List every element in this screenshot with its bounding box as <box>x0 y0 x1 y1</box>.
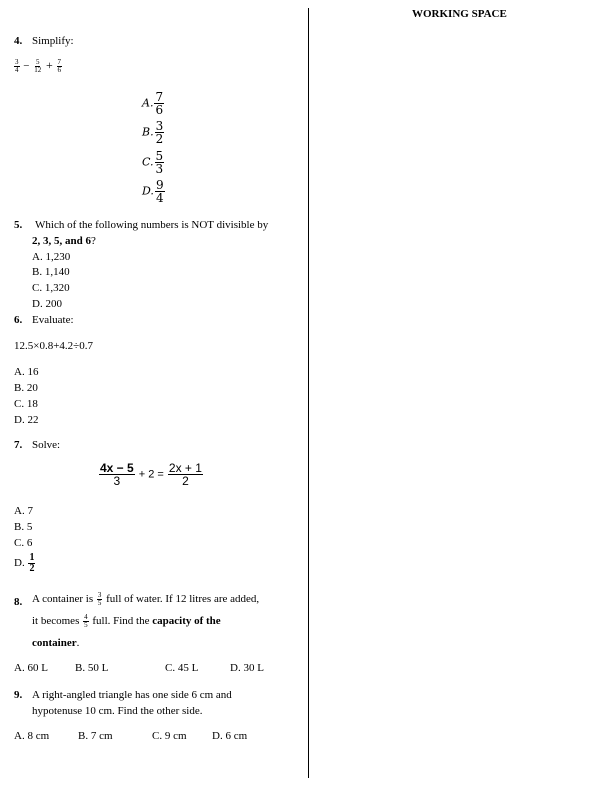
q8-number: 8. <box>14 596 23 608</box>
q7-option-c: C. 6 <box>14 537 33 549</box>
q9-line2: hypotenuse 10 cm. Find the other side. <box>32 705 203 717</box>
q8-line3: container. <box>32 637 80 649</box>
q7-option-b: B. 5 <box>14 521 33 533</box>
q8-line1: A container is $\frac{3}{5}$ full of water. If 12 litres are added, <box>32 591 260 607</box>
q7-prompt: Solve: <box>32 439 61 451</box>
q4-option-a: A. $\frac{7}{6}$ <box>142 90 164 117</box>
q4-expression: $\frac{3}{4}$ − $\frac{5}{12}$ + $\frac{7}{6}$ <box>15 57 61 74</box>
q9-option-a: A. 8 cm <box>14 730 50 742</box>
q5-option-b: B. 1,140 <box>32 266 70 278</box>
q5-option-d: D. 200 <box>32 298 62 310</box>
q9-option-d: D. 6 cm <box>212 730 248 742</box>
q7-option-a: A. 7 <box>14 505 33 517</box>
q8-line2: it becomes $\frac{4}{5}$ full. Find the capacity of the <box>32 613 221 629</box>
q6-option-d: D. 22 <box>14 414 39 426</box>
q6-prompt: Evaluate: <box>32 314 74 326</box>
q6-option-c: C. 18 <box>14 398 38 410</box>
q5-prompt-line2: 2, 3, 5, and 6? <box>32 235 96 247</box>
q6-option-a: A. 16 <box>14 366 39 378</box>
q4-option-d: D. $\frac{9}{4}$ <box>142 178 164 205</box>
q6-option-b: B. 20 <box>14 382 38 394</box>
q4-number: 4. <box>14 35 23 47</box>
q6-number: 6. <box>14 314 23 326</box>
q7-number: 7. <box>14 439 23 451</box>
q9-option-b: B. 7 cm <box>78 730 113 742</box>
q7-equation: $\frac{4x - 5}{3}$ + 2 = $\frac{2x + 1}{2}$ <box>100 461 202 488</box>
column-divider <box>308 8 309 778</box>
q5-option-c: C. 1,320 <box>32 282 70 294</box>
working-space-heading: WORKING SPACE <box>412 8 507 20</box>
q7-option-d: D. $\frac{1}{2}$ <box>14 552 35 574</box>
q4-prompt: Simplify: <box>32 35 74 47</box>
q6-expression: 12.5×0.8+4.2÷0.7 <box>14 340 93 352</box>
q9-number: 9. <box>14 689 23 701</box>
q8-option-c: C. 45 L <box>165 662 199 674</box>
q4-option-c: C. $\frac{5}{3}$ <box>142 149 164 176</box>
q8-option-a: A. 60 L <box>14 662 48 674</box>
q4-option-b: B. $\frac{3}{2}$ <box>142 119 164 146</box>
q5-option-a: A. 1,230 <box>32 251 71 263</box>
q5-number: 5. <box>14 219 23 231</box>
q9-line1: A right-angled triangle has one side 6 cm and <box>32 689 232 701</box>
q8-option-d: D. 30 L <box>230 662 264 674</box>
q8-option-b: B. 50 L <box>75 662 109 674</box>
q5-prompt-line1: Which of the following numbers is NOT divisible by <box>35 219 269 231</box>
q9-option-c: C. 9 cm <box>152 730 187 742</box>
